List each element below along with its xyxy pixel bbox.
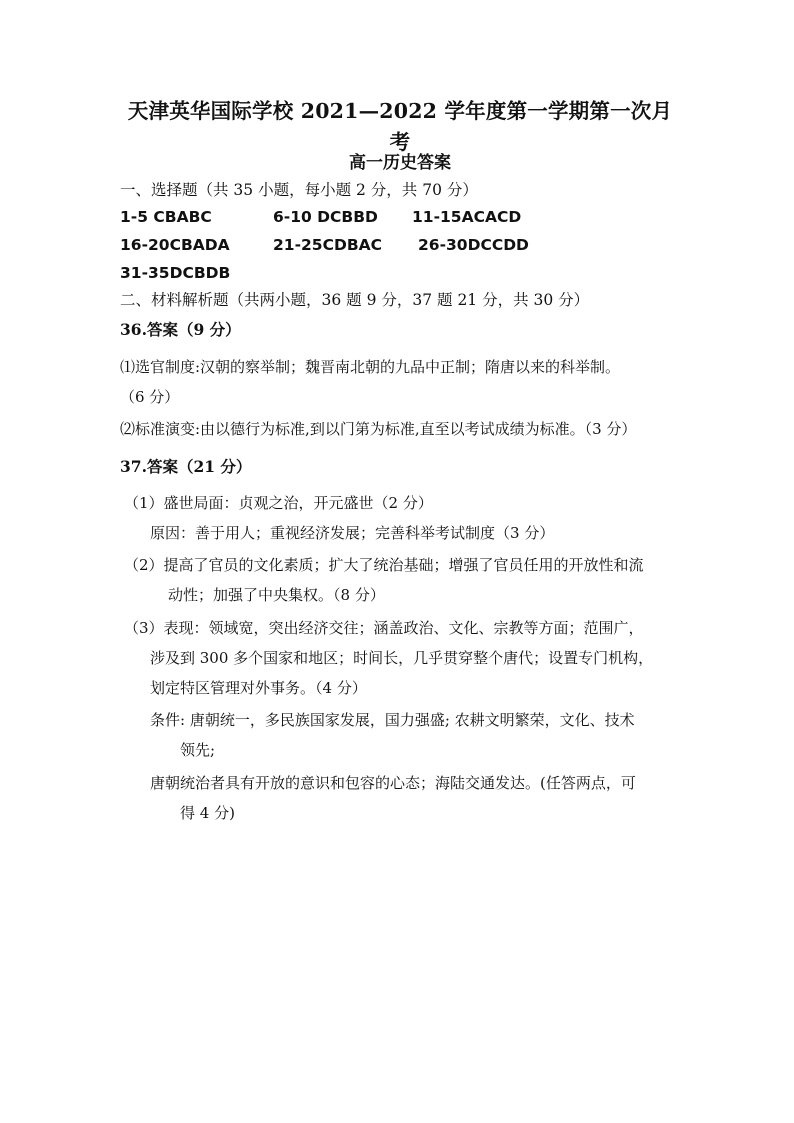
document-subtitle: 高一历史答案 — [349, 153, 451, 173]
q37-conditions-line2: 领先; — [180, 741, 216, 759]
q37-conditions-line1: 条件: 唐朝统一，多民族国家发展，国力强盛; 农耕文明繁荣，文化、技术 — [150, 711, 635, 729]
answer-group-11-15: 11-15ACACD — [412, 208, 522, 226]
document-title: 天津英华国际学校 2021—2022 学年度第一学期第一次月考 — [127, 99, 673, 154]
q37-part3-line2: 涉及到 300 多个国家和地区；时间长，几乎贯穿整个唐代；设置专门机构， — [150, 649, 654, 667]
q36-title-text: 答案（9 分） — [146, 320, 241, 339]
q37-conditions-line4: 得 4 分) — [180, 804, 235, 822]
q37-conditions-line3: 唐朝统治者具有开放的意识和包容的心态；海陆交通发达。(任答两点，可 — [150, 774, 636, 792]
section2-heading: 二、材料解析题（共两小题，36 题 9 分，37 题 21 分，共 30 分） — [120, 291, 590, 309]
answer-group-6-10: 6-10 DCBBD — [273, 208, 378, 226]
q37-title-text: 答案（21 分） — [146, 457, 252, 476]
answer-group-26-30: 26-30DCCDD — [418, 236, 529, 254]
q37-part1: （1）盛世局面：贞观之治，开元盛世（2 分） — [124, 494, 433, 512]
q36-title — [120, 318, 241, 340]
q37-part2-line1: （2）提高了官员的文化素质；扩大了统治基础；增强了官员任用的开放性和流 — [124, 556, 644, 574]
q36-number: 36. — [120, 320, 147, 339]
q36-part2: ⑵标准演变:由以德行为标准,到以门第为标准,直至以考试成绩为标准。（3 分） — [120, 420, 637, 438]
answer-group-1-5: 1-5 CBABC — [120, 208, 212, 226]
answer-group-31-35: 31-35DCBDB — [120, 264, 231, 282]
section1-heading: 一、选择题（共 35 小题，每小题 2 分，共 70 分） — [120, 181, 478, 199]
answer-group-16-20: 16-20CBADA — [120, 236, 230, 254]
q37-part2-line2: 动性；加强了中央集权。（8 分） — [168, 586, 385, 604]
q37-title — [120, 455, 251, 477]
answer-group-21-25: 21-25CDBAC — [273, 236, 382, 254]
q37-part3-line1: （3）表现：领域宽，突出经济交往；涵盖政治、文化、宗教等方面；范围广， — [124, 619, 644, 637]
q36-part1-line1: ⑴选官制度:汉朝的察举制；魏晋南北朝的九品中正制；隋唐以来的科举制。 — [120, 358, 621, 376]
q37-part1-reason: 原因：善于用人；重视经济发展；完善科举考试制度（3 分） — [150, 524, 555, 542]
q37-number: 37. — [120, 457, 147, 476]
q36-part1-line2: （6 分） — [120, 388, 180, 406]
q37-part3-line3: 划定特区管理对外事务。（4 分） — [150, 679, 367, 697]
